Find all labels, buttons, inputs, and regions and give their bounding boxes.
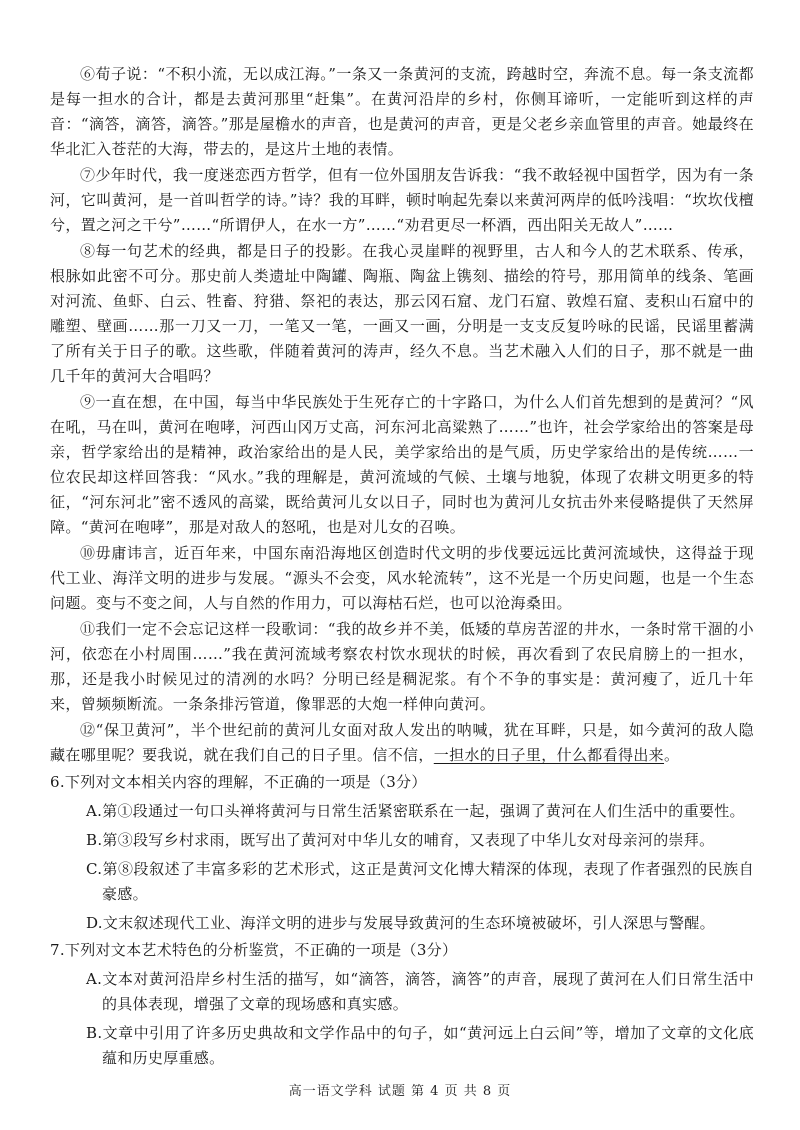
paragraph-12-text: ⑫“保卫黄河”，半个世纪前的黄河儿女面对敌人发出的呐喊，犹在耳畔，只是，如今黄河的敌人隐藏在哪里呢？要我说，就在我们自己的日子里。信不信， [50, 721, 754, 764]
page-footer: 高一语文学科 试题 第 4 页 共 8 页 [288, 1084, 512, 1099]
paragraph-10: ⑩毋庸讳言，近百年来，中国东南沿海地区创造时代文明的步伐要远远比黄河流域快，这得益于现代工业、海洋文明的进步与发展。“源头不会变，风水轮流转”，这不光是一个历史问题，也是一个生态问题。变与不变之间，人与自然的作用力，可以海枯石烂，也可以沧海桑田。 [50, 544, 754, 612]
paragraph-11: ⑪我们一定不会忘记这样一段歌词：“我的故乡并不美，低矮的草房苦涩的井水，一条时常干涸的小河，依恋在小村周围……”我在黄河流域考察农村饮水现状的时候，再次看到了农民肩膀上的一担水，那，还是我小时候见过的清冽的水吗？分明已经是稠泥浆。有个不争的事实是：黄河瘦了，近几十年来，曾频频断流。一条条排污管道，像罪恶的大炮一样伸向黄河。 [50, 620, 754, 713]
question-6-option-b: B.第③段写乡村求雨，既写出了黄河对中华儿女的哺育，又表现了中华儿女对母亲河的崇拜。 [86, 831, 715, 849]
underlined-sentence: 一担水的日子里，什么都看得出来 [433, 746, 665, 764]
paragraph-7: ⑦少年时代，我一度迷恋西方哲学，但有一位外国朋友告诉我：“我不敢轻视中国哲学，因为有一条河，它叫黄河，是一首叫哲学的诗。”诗？我的耳畔，顿时响起先秦以来黄河两岸的低吟浅唱：“坎坎伐檀兮，置之河之干兮”……“所谓伊人，在水一方”……“劝君更尽一杯酒，西出阳关无故人”…… [50, 166, 754, 234]
paragraph-8: ⑧每一句艺术的经典，都是日子的投影。在我心灵崖畔的视野里，古人和今人的艺术联系、传承，根脉如此密不可分。那史前人类遗址中陶罐、陶瓶、陶盆上镌刻、描绘的符号，那用简单的线条、笔画对河流、鱼虾、白云、牲畜、狩猎、祭祀的表达，那云冈石窟、龙门石窟、敦煌石窟、麦积山石窟中的雕塑、壁画……那一刀又一刀，一笔又一笔，一画又一画，分明是一支支反复吟咏的民谣，民谣里蓄满了所有关于日子的歌。这些歌，伴随着黄河的涛声，经久不息。当艺术融入人们的日子，那不就是一曲几千年的黄河大合唱吗？ [50, 242, 754, 385]
question-7 [50, 938, 754, 1071]
question-6-stem: 6.下列对文本相关内容的理解，不正确的一项是（3分） [50, 773, 427, 791]
question-6-option-d: D.文末叙述现代工业、海洋文明的进步与发展导致黄河的生态环境被破坏，引人深思与警醒。 [86, 914, 715, 932]
question-7-stem: 7.下列对文本艺术特色的分析鉴赏，不正确的一项是（3分） [50, 941, 458, 959]
paragraph-6: ⑥荀子说：“不积小流，无以成江海。”一条又一条黄河的支流，跨越时空，奔流不息。每一条支流都是每一担水的合计，都是去黄河那里“赶集”。在黄河沿岸的乡村，你侧耳谛听，一定能听到这样的声音：“滴答，滴答，滴答。”那是屋檐水的声音，也是黄河的声音，更是父老乡亲血管里的声音。她最终在华北汇入苍茫的大海，带去的，是这片土地的表情。 [50, 65, 754, 158]
paragraph-12 [50, 718, 754, 768]
question-6-option-c: C.第⑧段叙述了丰富多彩的艺术形式，这正是黄河文化博大精深的体现，表现了作者强烈的民族自豪感。 [86, 860, 754, 903]
question-7-option-a: A.文本对黄河沿岸乡村生活的描写，如“滴答，滴答，滴答”的声音，展现了黄河在人们日常生活中的具体表现，增强了文章的现场感和真实感。 [86, 970, 754, 1013]
question-6 [50, 770, 754, 936]
question-6-option-a: A.第①段通过一句口头禅将黄河与日常生活紧密联系在一起，强调了黄河在人们生活中的重要性。 [86, 802, 745, 820]
paragraph-9: ⑨一直在想，在中国，每当中华民族处于生死存亡的十字路口，为什么人们首先想到的是黄河？“风在吼，马在叫，黄河在咆哮，河西山冈万丈高，河东河北高粱熟了……”也许，社会学家给出的答案是母亲，哲学家给出的是精神，政治家给出的是人民，美学家给出的是气质，历史学家给出的是传统……一位农民却这样回答我：“风水。”我的理解是，黄河流域的气候、土壤与地貌，体现了农耕文明更多的特征，“河东河北”密不透风的高粱，既给黄河儿女以日子，同时也为黄河儿女抗击外来侵略提供了天然屏障。“黄河在咆哮”，那是对敌人的怒吼，也是对儿女的召唤。 [50, 393, 754, 536]
question-7-option-b: B.文章中引用了许多历史典故和文学作品中的句子，如“黄河远上白云间”等，增加了文章的文化底蕴和历史厚重感。 [86, 1024, 754, 1067]
paragraph-12-end: 。 [664, 746, 680, 764]
